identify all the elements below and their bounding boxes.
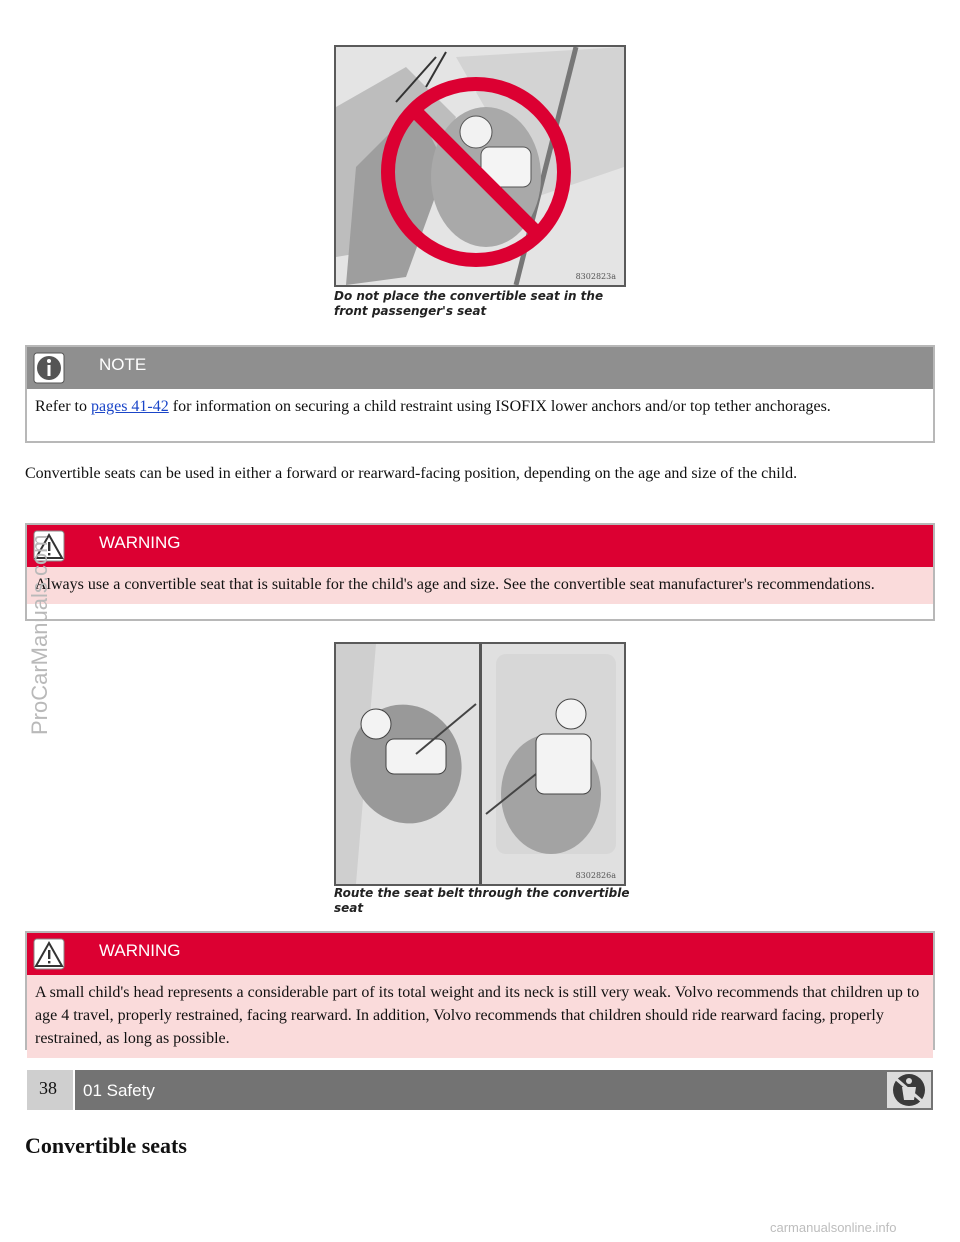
warning-triangle-icon [33, 938, 65, 970]
figure-caption: Route the seat belt through the convertible seat [334, 886, 630, 915]
figure-no-front-seat [334, 45, 626, 287]
warning-text: Always use a convertible seat that is suitable for the child's age and size. See the convertible seat manufacturer's recommendations. [27, 567, 933, 604]
watermark: ProCarManuals.com [27, 534, 52, 735]
child-seat-icon [887, 1072, 931, 1108]
note-title: NOTE [99, 355, 147, 374]
warning-header [27, 933, 933, 975]
warning-text: A small child's head represents a considerable part of its total weight and its neck is still very weak. Volvo recommends that children up to age 4 travel, properly restrained, facing rearward. In addition, Volvo recommends that children should ride rearward facing, properly restrained, as long as possible. [27, 975, 933, 1058]
bottom-logo: carmanualsonline.info [770, 1220, 897, 1235]
body-paragraph: Convertible seats can be used in either a forward or rearward-facing position, depending on the age and size of the child. [25, 465, 798, 482]
convertible-seat-illustration-icon [336, 644, 624, 884]
figure-code: 8302826a [575, 871, 616, 880]
note-header [27, 347, 933, 389]
section-title: 01 Safety [83, 1081, 155, 1100]
warning-header [27, 525, 933, 567]
warning-title: WARNING [99, 533, 181, 552]
page-number: 38 [27, 1070, 73, 1110]
page-heading: Convertible seats [25, 1133, 187, 1158]
pages-link[interactable]: pages 41-42 [90, 398, 169, 415]
no-front-seat-illustration-icon [336, 47, 624, 285]
figure-convertible-seat [334, 642, 626, 886]
warning-box-2 [25, 931, 935, 1050]
warning-title: WARNING [99, 941, 181, 960]
warning-box-1 [25, 523, 935, 621]
note-box [25, 345, 935, 443]
section-bar [75, 1070, 933, 1110]
info-icon [33, 352, 65, 384]
figure-caption: Do not place the convertible seat in the front passenger's seat [334, 289, 604, 318]
figure-code: 8302823a [575, 272, 616, 281]
note-text: Refer to pages 41-42 for information on securing a child restraint using ISOFIX lower anchors and/or top tether anchorages. [27, 389, 933, 426]
